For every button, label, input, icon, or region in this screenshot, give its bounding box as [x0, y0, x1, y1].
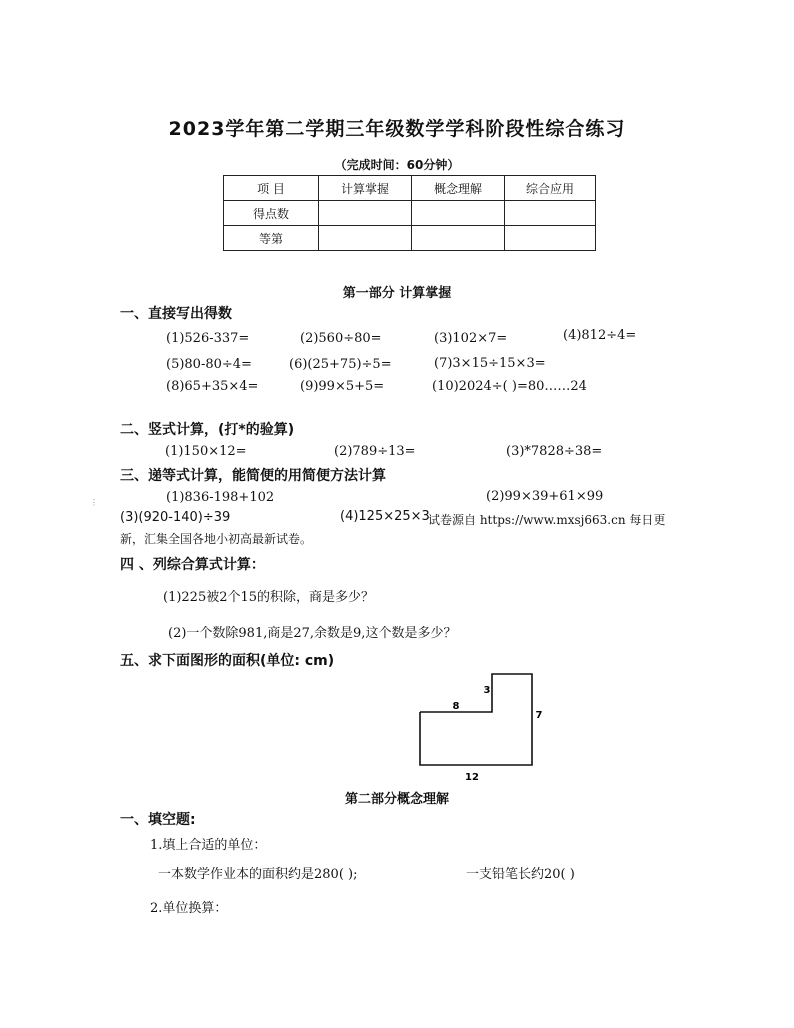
table-cell — [412, 226, 505, 251]
table-cell — [412, 201, 505, 226]
exercise-item: (2)99×39+61×99 — [486, 489, 604, 504]
table-cell — [319, 226, 412, 251]
table-header-cell: 综合应用 — [505, 176, 596, 201]
exercise-item: (1)225被2个15的积除，商是多少？ — [163, 590, 375, 605]
time-limit-subtitle: （完成时间：60分钟） — [334, 158, 460, 172]
source-notice: 新，汇集全国各地小初高最新试卷。 — [120, 532, 313, 546]
exercise-item: (2)560÷80= — [300, 331, 382, 346]
exercise-item: (6)(25+75)÷5= — [289, 357, 392, 372]
section-heading: 四 、列综合算式计算： — [120, 557, 265, 573]
figure-label-top: 8 — [452, 701, 460, 712]
part1-heading: 第一部分 计算掌握 — [342, 286, 452, 301]
figure-outline — [420, 674, 532, 765]
table-header-cell: 计算掌握 — [319, 176, 412, 201]
question-label: 1.填上合适的单位： — [150, 838, 267, 853]
l-shape-figure — [410, 664, 560, 784]
exercise-item: (4)812÷4= — [563, 328, 637, 343]
exercise-item: (3)102×7= — [434, 331, 508, 346]
section-heading: 一、填空题: — [120, 812, 196, 828]
margin-mark: ⋮ — [90, 498, 98, 507]
table-cell — [319, 201, 412, 226]
question-label: 2.单位换算： — [150, 901, 228, 916]
exercise-item: (8)65+35×4= — [166, 379, 259, 394]
figure-label-notch: 3 — [483, 685, 491, 696]
table-row-label: 等第 — [224, 226, 319, 251]
figure-label-right: 7 — [535, 710, 543, 721]
figure-label-bottom: 12 — [465, 772, 479, 783]
exercise-item: (1)150×12= — [165, 444, 247, 459]
fill-blank-item: 一支铅笔长约20( ) — [466, 867, 575, 882]
source-notice: 试卷源自 https://www.mxsj663.cn 每日更 — [428, 513, 666, 527]
score-table — [223, 175, 596, 251]
exercise-item: (10)2024÷( )=80……24 — [432, 379, 587, 394]
table-header-cell: 概念理解 — [412, 176, 505, 201]
fill-blank-item: 一本数学作业本的面积约是280( ); — [158, 867, 358, 882]
exercise-item: (1)526-337= — [166, 331, 250, 346]
exercise-item: (3)*7828÷38= — [506, 444, 603, 459]
table-header-cell: 项 目 — [224, 176, 319, 201]
exercise-item: (9)99×5+5= — [300, 379, 385, 394]
exercise-item: (2)789÷13= — [334, 444, 416, 459]
section-heading: 二、竖式计算，(打*的验算) — [120, 422, 295, 438]
table-row — [224, 226, 596, 251]
table-cell — [505, 226, 596, 251]
page-title: 2023学年第二学期三年级数学学科阶段性综合练习 — [168, 118, 626, 140]
exercise-item: (4)125×25×3 — [340, 509, 430, 524]
table-cell — [505, 201, 596, 226]
section-heading: 五、求下面图形的面积(单位: cm) — [120, 653, 335, 669]
table-row — [224, 201, 596, 226]
section-heading: 三、递等式计算，能简便的用简便方法计算 — [120, 468, 386, 484]
exercise-item: (3)(920-140)÷39 — [120, 510, 231, 525]
exercise-item: (1)836-198+102 — [166, 490, 275, 505]
exercise-item: (2)一个数除981,商是27,余数是9,这个数是多少？ — [168, 626, 457, 641]
table-header-row — [224, 176, 596, 201]
part2-heading: 第二部分概念理解 — [344, 792, 449, 807]
table-row-label: 得点数 — [224, 201, 319, 226]
exercise-item: (7)3×15÷15×3= — [434, 356, 546, 371]
exercise-item: (5)80-80÷4= — [166, 357, 252, 372]
section-heading: 一、直接写出得数 — [120, 306, 232, 322]
